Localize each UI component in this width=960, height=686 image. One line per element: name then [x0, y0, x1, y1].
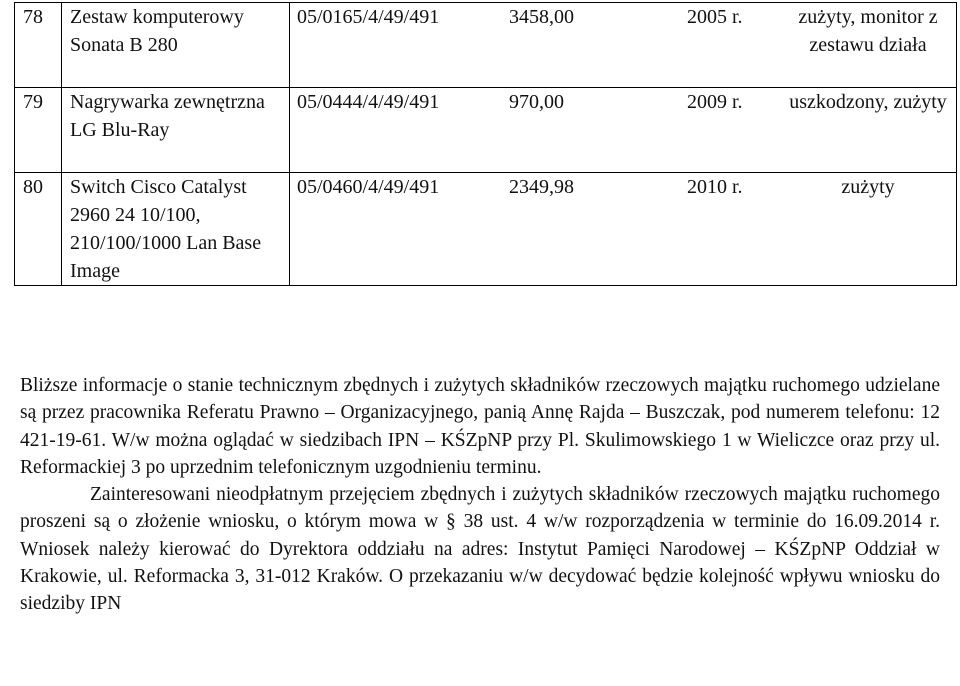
- inventory-number: 05/0460/4/49/491: [297, 176, 440, 198]
- information-text: [20, 372, 940, 618]
- table-row: [15, 173, 957, 286]
- inventory-number: 05/0444/4/49/491: [297, 91, 440, 113]
- item-number: 80: [15, 173, 62, 286]
- item-value: 2349,98: [509, 176, 574, 198]
- item-name: Nagrywarka zewnętrzna LG Blu-Ray: [62, 88, 290, 173]
- item-value: 3458,00: [509, 6, 574, 28]
- item-name: Switch Cisco Catalyst 2960 24 10/100, 210/100/1000 Lan Base Image: [62, 173, 290, 286]
- item-name: Zestaw komputerowy Sonata B 280: [62, 3, 290, 88]
- item-number: 79: [15, 88, 62, 173]
- acquisition-year: 2010 r.: [687, 176, 743, 198]
- table-row: [15, 88, 957, 173]
- item-status: zużyty, monitor z zestawu działa: [798, 6, 938, 56]
- table-row: [15, 3, 957, 88]
- acquisition-year: 2009 r.: [687, 91, 743, 113]
- info-paragraph: Bliższe informacje o stanie technicznym zbędnych i zużytych składników rzeczowych majątku ruchomego udzielane są przez pracownika Referatu Prawno – Organizacyjnego, panią Annę Rajda – Buszczak, pod numerem telefonu: 12 421-19-61. W/w można oglądać w siedzibach IPN – KŚZpNP przy Pl. Skulimowskiego 1 w Wieliczce oraz przy ul. Reformackiej 3 po uprzednim telefonicznym uzgodnieniu terminu.: [20, 375, 940, 478]
- application-paragraph: Zainteresowani nieodpłatnym przejęciem zbędnych i zużytych składników rzeczowych majątku ruchomego proszeni są o złożenie wniosku, o którym mowa w § 38 ust. 4 w/w rozporządzenia w terminie do 16.09.2014 r. Wniosek należy kierować do Dyrektora oddziału na adres: Instytut Pamięci Narodowej – KŚZpNP Oddział w Krakowie, ul. Reformacka 3, 31-012 Kraków. O przekazaniu w/w decydować będzie kolejność wpływu wniosku do siedziby IPN: [20, 484, 940, 615]
- item-status: zużyty: [841, 176, 895, 198]
- inventory-number: 05/0165/4/49/491: [297, 6, 440, 28]
- inventory-table: [14, 2, 957, 286]
- item-value: 970,00: [509, 91, 564, 113]
- item-number: 78: [15, 3, 62, 88]
- item-status: uszkodzony, zużyty: [789, 91, 947, 113]
- acquisition-year: 2005 r.: [687, 6, 743, 28]
